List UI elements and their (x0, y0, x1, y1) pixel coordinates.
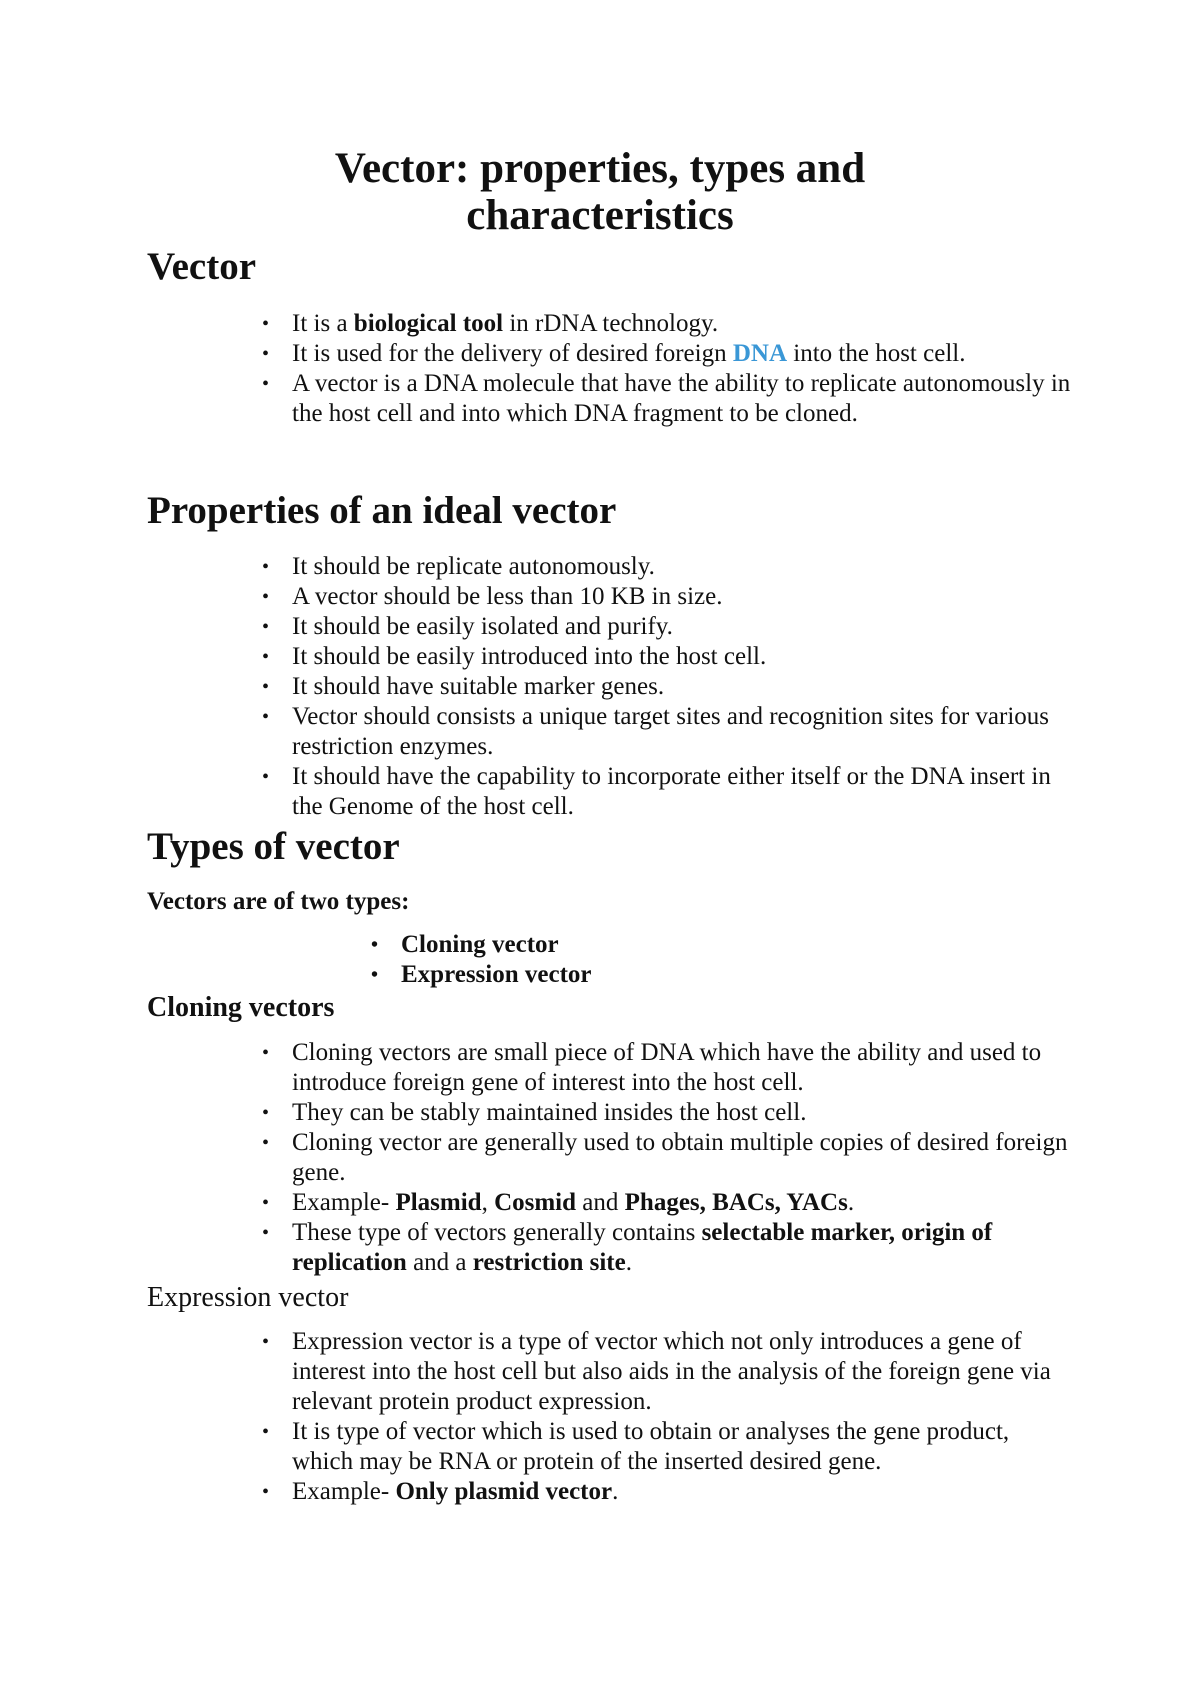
list-item: • Example- Plasmid, Cosmid and Phages, BACs, YACs. (262, 1188, 1072, 1218)
heading-types: Types of vector (147, 825, 400, 868)
list-item: • It is type of vector which is used to obtain or analyses the gene product, which may be RNA or protein of the inserted desired gene. (262, 1417, 1072, 1477)
types-list (371, 930, 592, 990)
heading-vector: Vector (147, 245, 257, 288)
list-item: • It should have suitable marker genes. (262, 672, 1072, 702)
list-item: • It should be replicate autonomously. (262, 552, 1072, 582)
list-item: • It should have the capability to incorporate either itself or the DNA insert in the Genome of the host cell. (262, 762, 1072, 822)
list-item: • Vector should consists a unique target sites and recognition sites for various restriction enzymes. (262, 702, 1072, 762)
list-item: • A vector should be less than 10 KB in size. (262, 582, 1072, 612)
heading-properties: Properties of an ideal vector (147, 489, 617, 532)
title-line-1: Vector: properties, types and (334, 145, 866, 192)
list-item: • Cloning vectors are small piece of DNA which have the ability and used to introduce foreign gene of interest into the host cell. (262, 1038, 1072, 1098)
list-item: • Expression vector is a type of vector which not only introduces a gene of interest into the host cell but also aids in the analysis of the foreign gene via relevant protein product expression. (262, 1327, 1072, 1417)
list-item: • Example- Only plasmid vector. (262, 1477, 1072, 1507)
list-item: • They can be stably maintained insides the host cell. (262, 1098, 1072, 1128)
list-item: • It should be easily isolated and purify. (262, 612, 1072, 642)
heading-cloning-vectors: Cloning vectors (147, 992, 335, 1023)
dna-link[interactable]: DNA (732, 340, 788, 367)
list-item: • These type of vectors generally contains selectable marker, origin of replication and a restriction site. (262, 1218, 1072, 1278)
expression-list (262, 1327, 1072, 1507)
list-item: • Cloning vector (371, 930, 592, 960)
types-intro: Vectors are of two types: (147, 888, 410, 915)
document-title (0, 145, 1200, 239)
list-item: • It is a biological tool in rDNA technology. (262, 309, 1072, 339)
heading-expression-vector: Expression vector (147, 1282, 349, 1313)
vector-list (262, 309, 1072, 429)
list-item: • Expression vector (371, 960, 592, 990)
list-item: • It is used for the delivery of desired foreign DNA into the host cell. (262, 339, 1072, 369)
cloning-list (262, 1038, 1072, 1278)
list-item: • A vector is a DNA molecule that have the ability to replicate autonomously in the host cell and into which DNA fragment to be cloned. (262, 369, 1072, 429)
list-item: • It should be easily introduced into the host cell. (262, 642, 1072, 672)
list-item: • Cloning vector are generally used to obtain multiple copies of desired foreign gene. (262, 1128, 1072, 1188)
title-line-2: characteristics (466, 192, 734, 239)
properties-list (262, 552, 1072, 822)
